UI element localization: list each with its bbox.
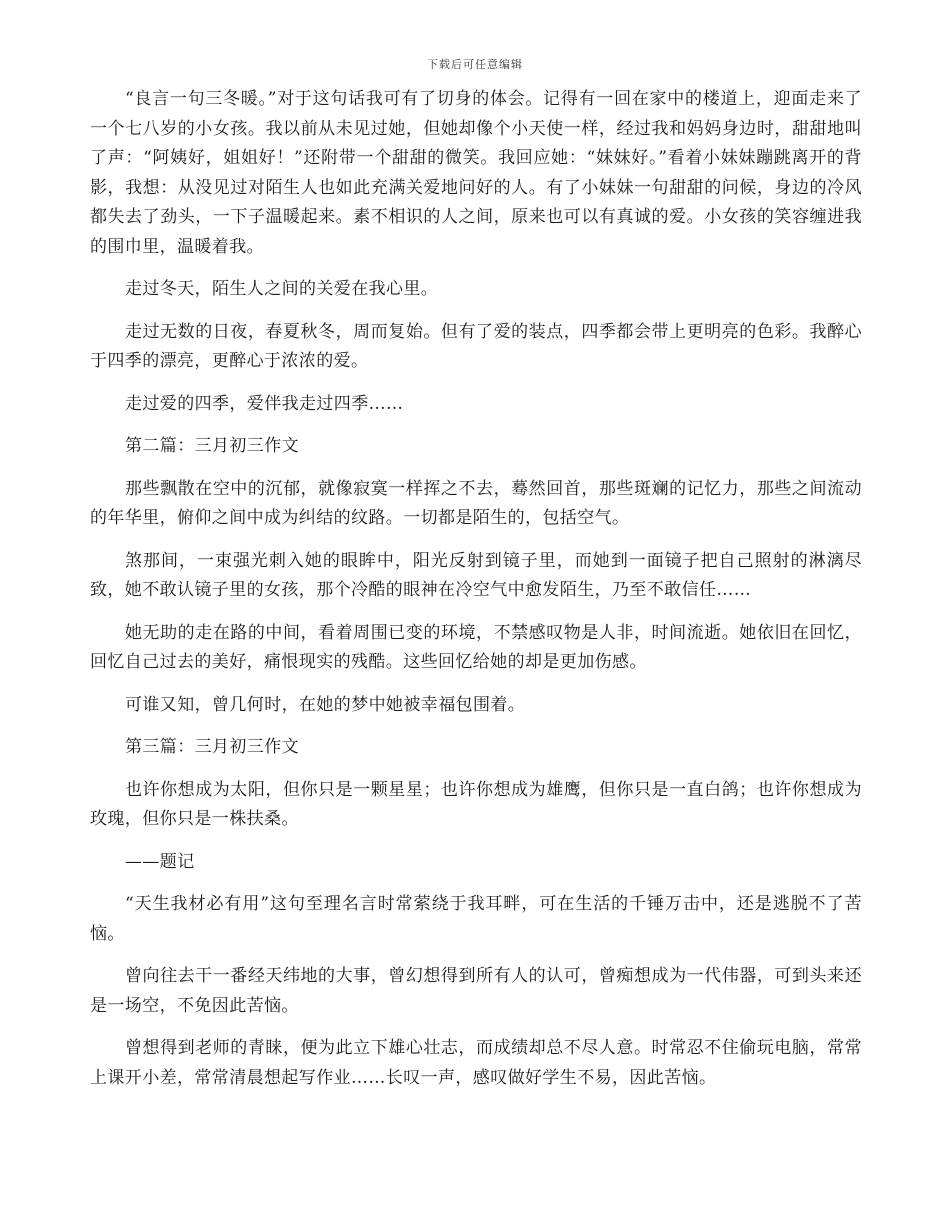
document-body — [90, 85, 862, 1106]
paragraph: 走过爱的四季，爱伴我走过四季…… — [125, 393, 404, 414]
paragraph: 走过无数的日夜，春夏秋冬，周而复始。但有了爱的装点，四季都会带上更明亮的色彩。我醉心于四季的漂亮，更醉心于浓浓的爱。 — [90, 321, 862, 371]
paragraph: 曾向往去干一番经天纬地的大事，曾幻想得到所有人的认可，曾痴想成为一代伟器，可到头来还是一场空，不免因此苦恼。 — [90, 966, 862, 1016]
paragraph: “良言一句三冬暖。”对于这句话我可有了切身的体会。记得有一回在家中的楼道上，迎面走来了一个七八岁的小女孩。我以前从未见过她，但她却像个小天使一样，经过我和妈妈身边时，甜甜地叫了声：“阿姨好，姐姐好！”还附带一个甜甜的微笑。我回应她：“妹妹好。”看着小妹妹蹦跳离开的背影，我想：从没见过对陌生人也如此充满关爱地问好的人。有了小妹妹一句甜甜的问候，身边的冷风都失去了劲头，一下子温暖起来。素不相识的人之间，原来也可以有真诚的爱。小女孩的笑容缠进我的围巾里，温暖着我。 — [90, 89, 862, 257]
paragraph: 煞那间，一束强光刺入她的眼眸中，阳光反射到镜子里，而她到一面镜子把自己照射的淋漓尽致，她不敢认镜子里的女孩，那个冷酷的眼神在冷空气中愈发陌生，乃至不敢信任…… — [90, 550, 862, 600]
epigraph-attribution: ——题记 — [125, 851, 195, 872]
paragraph: 她无助的走在路的中间，看着周围已变的环境，不禁感叹物是人非，时间流逝。她依旧在回忆，回忆自己过去的美好，痛恨现实的残酷。这些回忆给她的却是更加伤感。 — [90, 622, 862, 672]
page-header: 下载后可任意编辑 — [427, 58, 523, 71]
paragraph: 也许你想成为太阳，但你只是一颗星星；也许你想成为雄鹰，但你只是一直白鸽；也许你想成为玫瑰，但你只是一株扶桑。 — [90, 779, 862, 829]
paragraph: 曾想得到老师的青睐，便为此立下雄心壮志，而成绩却总不尽人意。时常忍不住偷玩电脑，常常上课开小差，常常清晨想起写作业……长叹一声，感叹做好学生不易，因此苦恼。 — [90, 1038, 862, 1088]
paragraph: “天生我材必有用”这句至理名言时常萦绕于我耳畔，可在生活的千锤万击中，还是逃脱不了苦恼。 — [90, 894, 862, 944]
section-heading: 第二篇：三月初三作文 — [125, 436, 299, 456]
paragraph: 可谁又知，曾几何时，在她的梦中她被幸福包围着。 — [125, 694, 526, 715]
section-heading: 第三篇：三月初三作文 — [125, 737, 299, 757]
paragraph: 那些飘散在空中的沉郁，就像寂寞一样挥之不去，蓦然回首，那些斑斓的记忆力，那些之间流动的年华里，俯仰之间中成为纠结的纹路。一切都是陌生的，包括空气。 — [90, 478, 862, 528]
paragraph: 走过冬天，陌生人之间的关爱在我心里。 — [125, 279, 439, 299]
